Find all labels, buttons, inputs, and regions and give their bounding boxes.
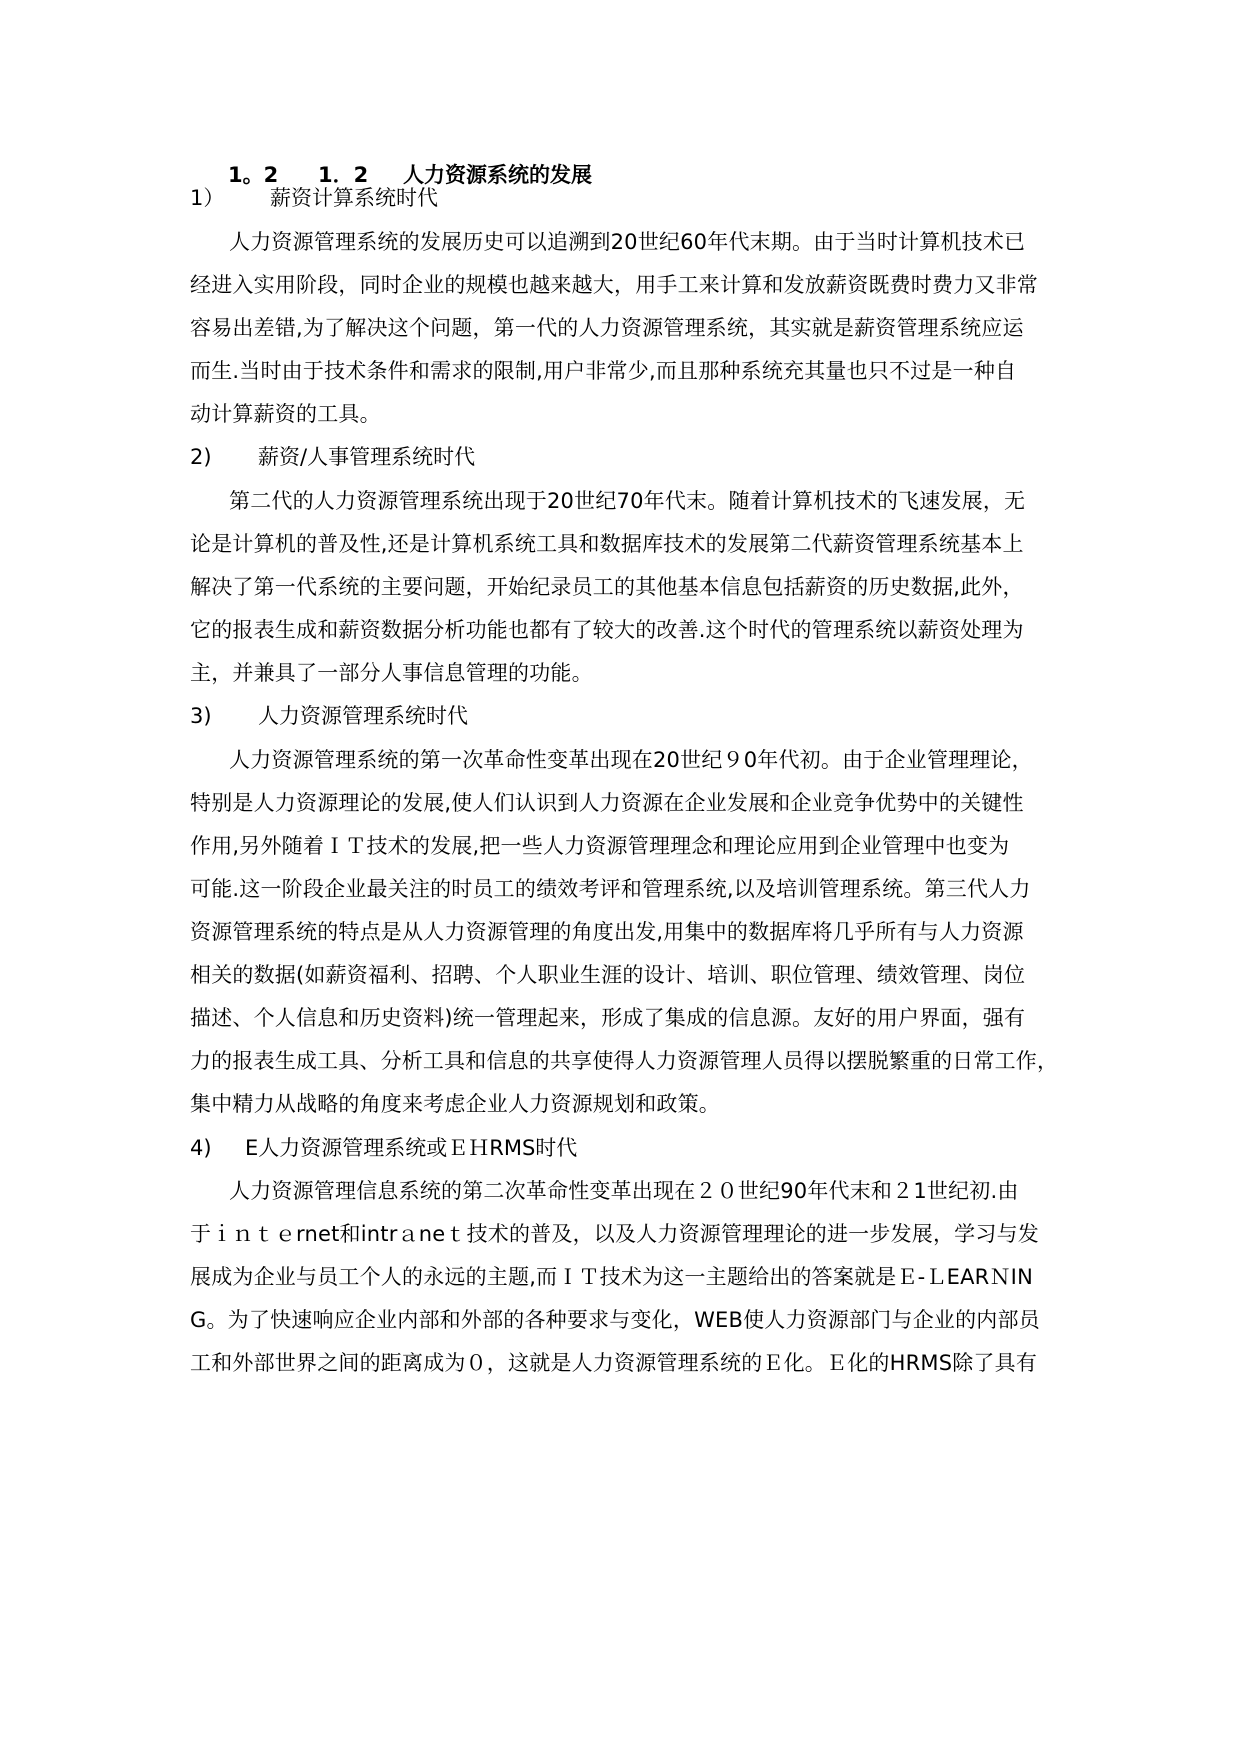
subsection-2-marker: 2) <box>190 445 212 469</box>
subsection-2-title: 薪资/人事管理系统时代 <box>258 445 476 469</box>
paragraph-4-line-2: 于ｉｎｔｅrnet和intrａneｔ技术的普及，以及人力资源管理理论的进一步发展，学习与发 <box>190 1222 1039 1246</box>
subsection-2-heading <box>190 443 475 471</box>
paragraph-3-line-4: 可能.这一阶段企业最关注的时员工的绩效考评和管理系统,以及培训管理系统。第三代人力 <box>190 877 1031 901</box>
subsection-3-marker: 3) <box>190 704 212 728</box>
paragraph-1-line-2: 经进入实用阶段，同时企业的规模也越来越大，用手工来计算和发放薪资既费时费力又非常 <box>190 273 1038 297</box>
paragraph-1-line-5: 动计算薪资的工具。 <box>190 402 381 426</box>
paragraph-2-line-1: 第二代的人力资源管理系统出现于20世纪70年代末。随着计算机技术的飞速发展，无 <box>229 489 1026 513</box>
subsection-1-title: 薪资计算系统时代 <box>270 186 438 210</box>
paragraph-3-line-1: 人力资源管理系统的第一次革命性变革出现在20世纪９0年代初。由于企业管理理论， <box>229 748 1033 772</box>
paragraph-3-line-5: 资源管理系统的特点是从人力资源管理的角度出发,用集中的数据库将几乎所有与人力资源 <box>190 920 1024 944</box>
paragraph-3-line-7: 描述、个人信息和历史资料)统一管理起来，形成了集成的信息源。友好的用户界面，强有 <box>190 1006 1026 1030</box>
paragraph-4-line-1: 人力资源管理信息系统的第二次革命性变革出现在２０世纪90年代末和２1世纪初.由 <box>229 1179 1019 1203</box>
subsection-3-title: 人力资源管理系统时代 <box>258 704 468 728</box>
paragraph-1-line-4: 而生.当时由于技术条件和需求的限制,用户非常少,而且那种系统充其量也只不过是一种自 <box>190 359 1017 383</box>
subsection-4-marker: 4) <box>190 1136 212 1160</box>
subsection-1-marker: 1） <box>190 186 225 210</box>
subsection-3-heading <box>190 702 468 730</box>
paragraph-4-line-4: G。为了快速响应企业内部和外部的各种要求与变化，WEB使人力资源部门与企业的内部员 <box>190 1308 1040 1332</box>
paragraph-3-line-9: 集中精力从战略的角度来考虑企业人力资源规划和政策。 <box>190 1092 720 1116</box>
paragraph-2-line-4: 它的报表生成和薪资数据分析功能也都有了较大的改善.这个时代的管理系统以薪资处理为 <box>190 618 1024 642</box>
heading-title: 人力资源系统的发展 <box>403 163 592 187</box>
heading-number-2: 1．2 <box>318 163 369 187</box>
paragraph-3-line-3: 作用,另外随着ＩＴ技术的发展,把一些人力资源管理理念和理论应用到企业管理中也变为 <box>190 834 1010 858</box>
paragraph-4-line-3: 展成为企业与员工个人的永远的主题,而ＩＴ技术为这一主题给出的答案就是Ｅ-ＬEARＮIN <box>190 1265 1033 1289</box>
paragraph-2-line-5: 主，并兼具了一部分人事信息管理的功能。 <box>190 661 593 685</box>
paragraph-2-line-2: 论是计算机的普及性,还是计算机系统工具和数据库技术的发展第二代薪资管理系统基本上 <box>190 532 1024 556</box>
paragraph-3-line-6: 相关的数据(如薪资福利、招聘、个人职业生涯的设计、培训、职位管理、绩效管理、岗位 <box>190 963 1026 987</box>
subsection-4-title: E人力资源管理系统或ＥＨRMS时代 <box>245 1136 578 1160</box>
subsection-1-heading <box>190 184 438 212</box>
paragraph-3-line-2: 特别是人力资源理论的发展,使人们认识到人力资源在企业发展和企业竞争优势中的关键性 <box>190 791 1024 815</box>
paragraph-4-line-5: 工和外部世界之间的距离成为０，这就是人力资源管理系统的Ｅ化。Ｅ化的HRMS除了具有 <box>190 1351 1038 1375</box>
paragraph-3-line-8: 力的报表生成工具、分析工具和信息的共享使得人力资源管理人员得以摆脱繁重的日常工作， <box>190 1049 1059 1073</box>
paragraph-2-line-3: 解决了第一代系统的主要问题，开始纪录员工的其他基本信息包括薪资的历史数据,此外， <box>190 575 1024 599</box>
heading-number-1: 1。2 <box>228 163 279 187</box>
subsection-4-heading <box>190 1134 577 1162</box>
paragraph-1-line-3: 容易出差错,为了解决这个问题，第一代的人力资源管理系统，其实就是薪资管理系统应运 <box>190 316 1024 340</box>
paragraph-1-line-1: 人力资源管理系统的发展历史可以追溯到20世纪60年代末期。由于当时计算机技术已 <box>229 230 1026 254</box>
